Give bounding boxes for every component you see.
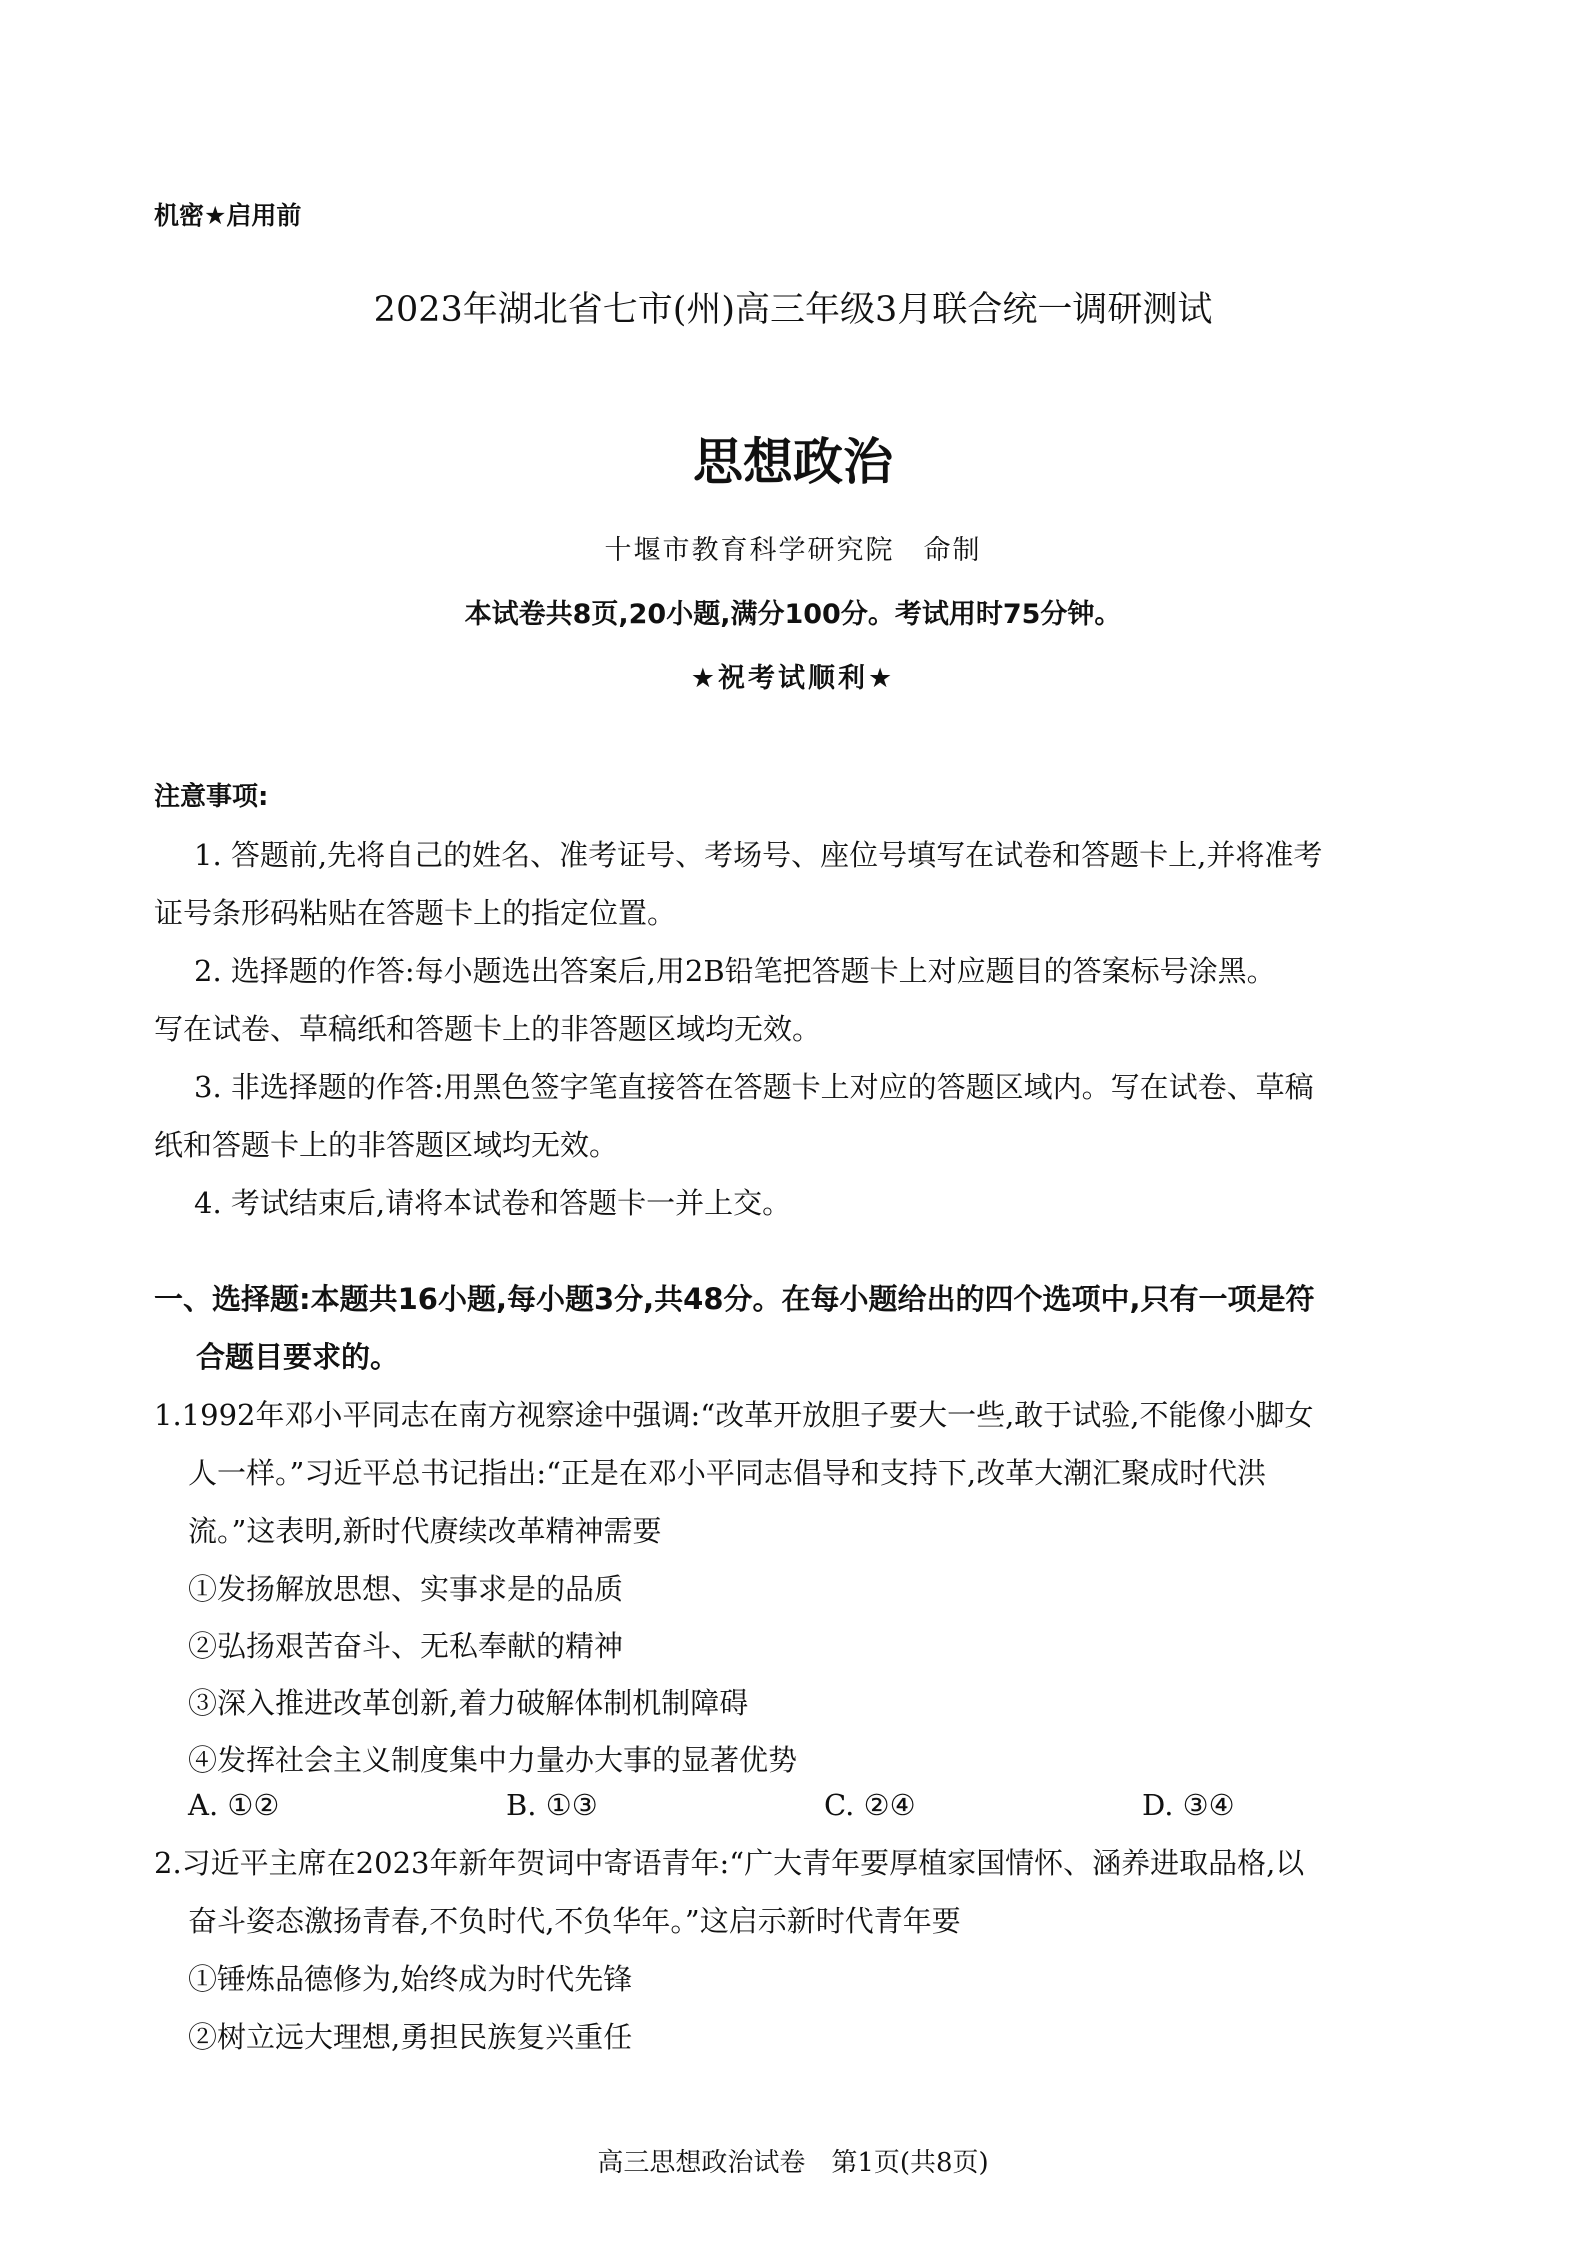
exam-summary: 本试卷共8页,20小题,满分100分。考试用时75分钟。 (464, 599, 1122, 630)
question-1-stem: 人一样。”习近平总书记指出:“正是在邓小平同志倡导和支持下,改革大潮汇聚成时代洪 (188, 1456, 1267, 1490)
option-d: D. ③④ (1142, 1788, 1235, 1822)
exam-title: 2023年湖北省七市(州)高三年级3月联合统一调研测试 (373, 290, 1213, 330)
question-1-statement: ④发挥社会主义制度集中力量办大事的显著优势 (188, 1743, 798, 1777)
notice-line: 1. 答题前,先将自己的姓名、准考证号、考场号、座位号填写在试卷和答题卡上,并将准考 (194, 838, 1323, 872)
question-2-statement: ①锤炼品德修为,始终成为时代先锋 (188, 1962, 633, 1996)
question-1-stem: 1.1992年邓小平同志在南方视察途中强调:“改革开放胆子要大一些,敢于试验,不能像小脚女 (154, 1398, 1314, 1432)
section-heading: 一、选择题:本题共16小题,每小题3分,共48分。在每小题给出的四个选项中,只有一项是符 (154, 1282, 1315, 1316)
question-1-statement: ①发扬解放思想、实事求是的品质 (188, 1572, 624, 1606)
notice-line: 纸和答题卡上的非答题区域均无效。 (154, 1128, 619, 1162)
question-2-statement: ②树立远大理想,勇担民族复兴重任 (188, 2020, 633, 2054)
good-luck-banner: ★祝考试顺利★ (690, 663, 896, 694)
question-1-statement: ②弘扬艰苦奋斗、无私奉献的精神 (188, 1629, 624, 1663)
question-2-stem: 奋斗姿态激扬青春,不负时代,不负华年。”这启示新时代青年要 (188, 1904, 961, 1938)
author-line: 十堰市教育科学研究院 命制 (604, 535, 982, 566)
question-1-options (188, 1776, 1438, 1834)
option-a: A. ①② (188, 1788, 280, 1822)
option-c: C. ②④ (824, 1788, 916, 1822)
subject-title: 思想政治 (693, 433, 893, 491)
question-2-stem: 2.习近平主席在2023年新年贺词中寄语青年:“广大青年要厚植家国情怀、涵养进取品格,以 (154, 1846, 1305, 1880)
section-heading-cont: 合题目要求的。 (196, 1340, 400, 1374)
notice-line: 2. 选择题的作答:每小题选出答案后,用2B铅笔把答题卡上对应题目的答案标号涂黑。 (194, 954, 1276, 988)
notice-line: 写在试卷、草稿纸和答题卡上的非答题区域均无效。 (154, 1012, 822, 1046)
page-footer: 高三思想政治试卷 第1页(共8页) (597, 2148, 989, 2178)
notice-line: 3. 非选择题的作答:用黑色签字笔直接答在答题卡上对应的答题区域内。写在试卷、草稿 (194, 1070, 1314, 1104)
question-1-statement: ③深入推进改革创新,着力破解体制机制障碍 (188, 1686, 749, 1720)
question-1-stem: 流。”这表明,新时代赓续改革精神需要 (188, 1514, 662, 1548)
notice-line: 4. 考试结束后,请将本试卷和答题卡一并上交。 (194, 1186, 792, 1220)
notice-heading: 注意事项: (154, 782, 269, 812)
notice-line: 证号条形码粘贴在答题卡上的指定位置。 (154, 896, 677, 930)
option-b: B. ①③ (506, 1788, 598, 1822)
confidential-label: 机密★启用前 (154, 201, 302, 230)
